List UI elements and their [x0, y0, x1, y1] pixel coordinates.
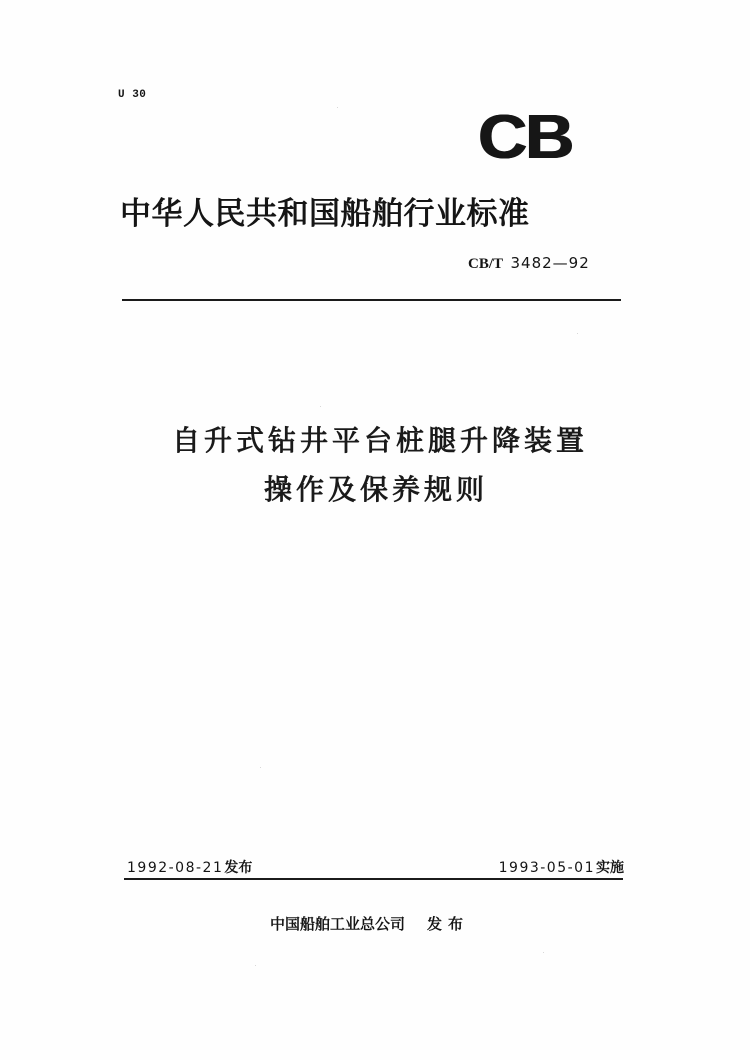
standard-type-heading: 中华人民共和国船舶行业标准 — [120, 196, 530, 232]
scan-speck — [337, 107, 338, 108]
document-title-line-1: 自升式钻井平台桩腿升降装置 — [171, 424, 588, 457]
effective-date-value: 1993-05-01 — [498, 860, 595, 876]
scan-speck — [577, 333, 578, 334]
publisher-name: 中国船舶工业总公司 — [270, 915, 406, 933]
scan-speck — [320, 406, 321, 407]
document-title-line-2: 操作及保养规则 — [263, 473, 488, 506]
publisher-action: 发布 — [427, 915, 470, 933]
standard-number-value: 3482—92 — [510, 254, 590, 272]
bottom-divider — [124, 878, 623, 880]
standard-number-prefix: CB/T — [468, 256, 503, 272]
scan-speck — [543, 952, 544, 953]
classification-code: U 30 — [118, 89, 147, 101]
cb-logo: CB — [478, 103, 573, 172]
effective-date — [499, 857, 624, 877]
scan-speck — [255, 965, 256, 966]
date-row — [124, 857, 624, 879]
scan-speck — [260, 767, 261, 768]
standard-number — [468, 254, 590, 273]
effective-date-suffix: 实施 — [596, 860, 624, 876]
issue-date-suffix: 发布 — [224, 860, 253, 876]
issue-date — [127, 857, 252, 877]
issue-date-value: 1992-08-21 — [127, 860, 224, 876]
top-divider — [122, 299, 621, 301]
publisher-line — [270, 913, 469, 934]
